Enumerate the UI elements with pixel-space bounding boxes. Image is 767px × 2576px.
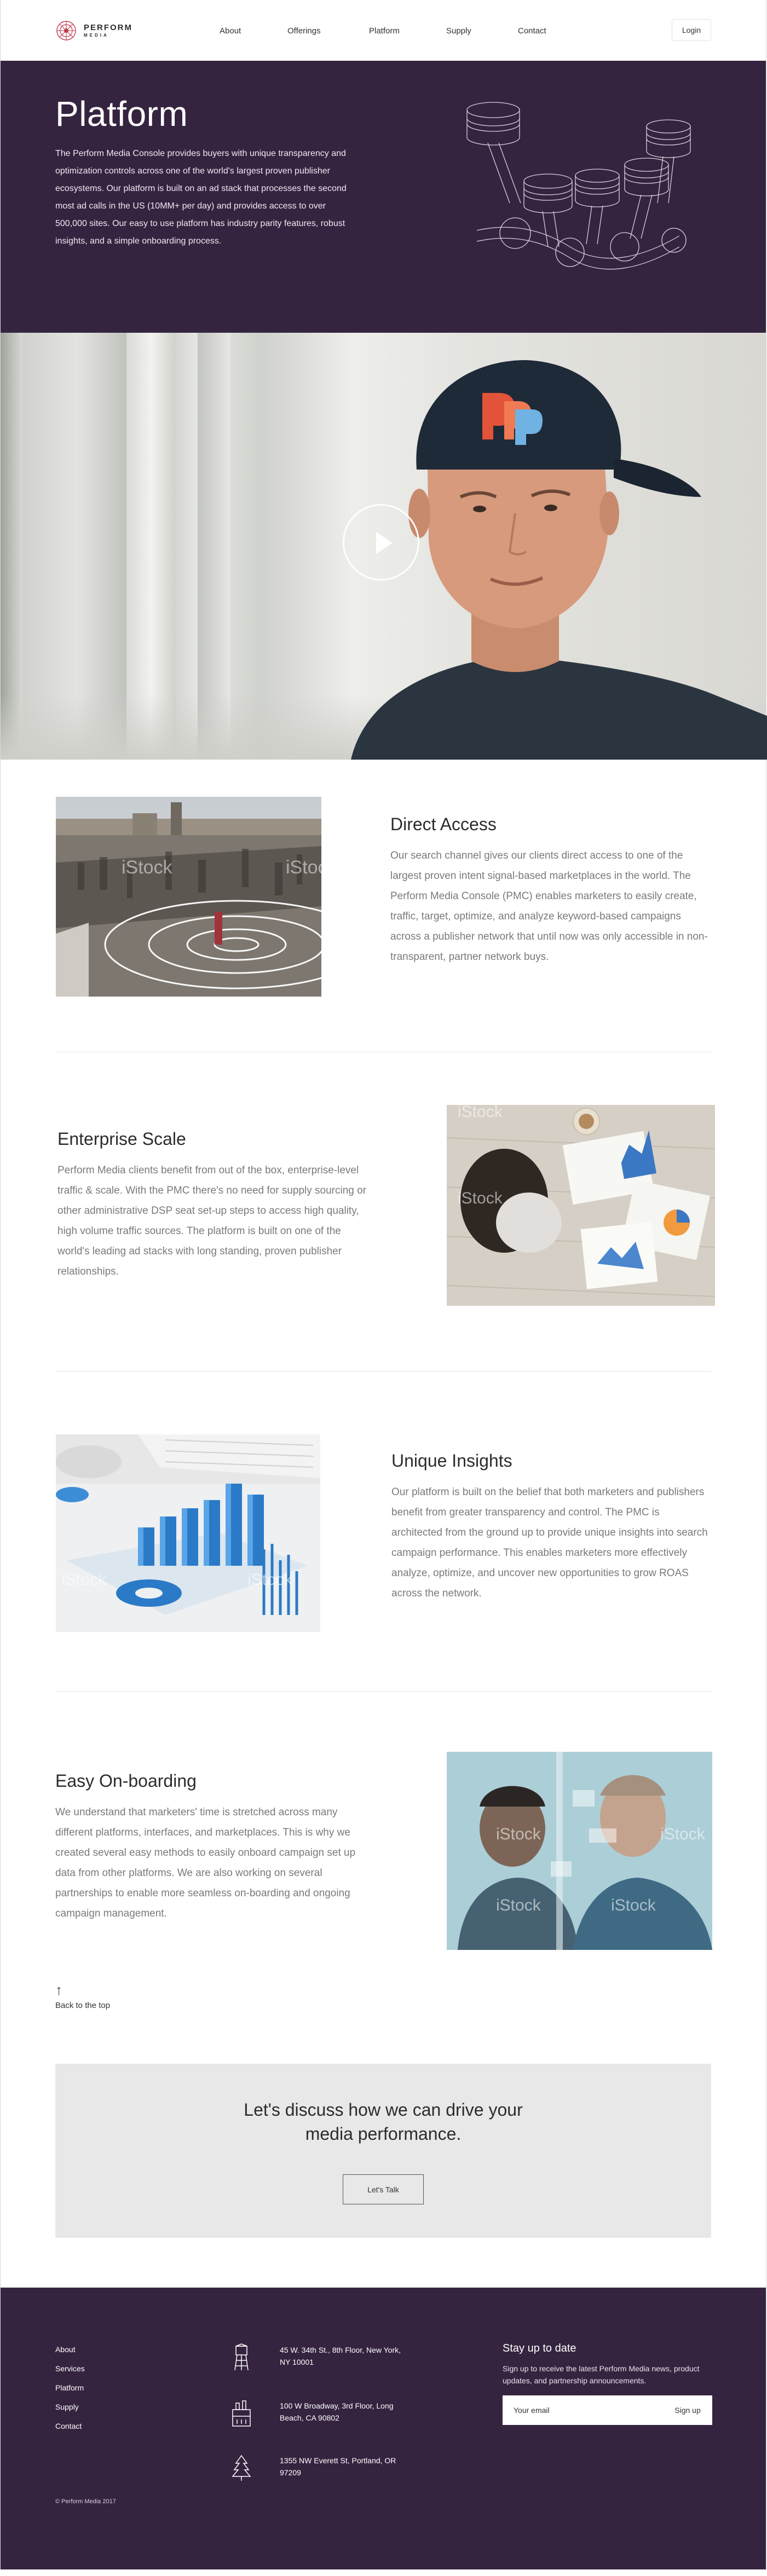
pine-tree-icon	[230, 2455, 252, 2482]
logo-subtitle: MEDIA	[84, 32, 109, 38]
footer-link-about[interactable]: About	[55, 2345, 76, 2354]
svg-text:iStock: iStock	[247, 1571, 292, 1589]
svg-text:iStock: iStock	[61, 1571, 106, 1589]
newsletter-title: Stay up to date	[503, 2342, 576, 2354]
signup-button[interactable]: Sign up	[663, 2395, 712, 2425]
footer-link-supply[interactable]: Supply	[55, 2403, 79, 2411]
section-title: Unique Insights	[391, 1451, 512, 1471]
nav-platform[interactable]: Platform	[369, 26, 400, 36]
footer-link-contact[interactable]: Contact	[55, 2422, 82, 2430]
unique-insights-image	[56, 1434, 320, 1632]
footer-link-services[interactable]: Services	[55, 2364, 85, 2373]
water-tower-icon	[230, 2344, 252, 2371]
nav-contact[interactable]: Contact	[518, 26, 546, 36]
crowd-bridge-photo	[56, 797, 337, 997]
cta-banner	[55, 2064, 711, 2238]
login-button[interactable]: Login	[672, 19, 711, 41]
footer-nav	[55, 2345, 85, 2441]
address-text: 45 W. 34th St., 8th Floor, New York, NY 10001	[280, 2346, 401, 2366]
team-glass-board-photo	[447, 1752, 712, 1950]
video-player[interactable]	[1, 333, 766, 760]
section-title: Direct Access	[390, 814, 497, 834]
site-footer	[1, 2288, 766, 2569]
footer-link-platform[interactable]: Platform	[55, 2383, 84, 2392]
section-title: Easy On-boarding	[55, 1771, 197, 1791]
svg-text:iStock: iStock	[496, 1896, 541, 1914]
site-header	[1, 0, 766, 61]
nav-about[interactable]: About	[220, 26, 241, 36]
svg-text:iStock: iStock	[458, 1189, 503, 1207]
svg-text:iStock: iStock	[496, 1825, 541, 1843]
logo-wordmark: PERFORM	[84, 22, 132, 32]
newsletter-description: Sign up to receive the latest Perform Media news, product updates, and partnership announcements.	[503, 2364, 700, 2385]
address-text: 100 W Broadway, 3rd Floor, Long Beach, CA 90802	[280, 2401, 394, 2422]
desk-charts-photo	[447, 1105, 715, 1306]
logo[interactable]	[55, 20, 220, 42]
svg-text:iStock: iStock	[286, 857, 337, 878]
direct-access-image	[56, 797, 337, 997]
copyright: © Perform Media 2017	[55, 2498, 116, 2505]
perform-logo-icon	[55, 20, 77, 42]
easy-onboarding-image	[447, 1752, 712, 1950]
hero-section	[1, 61, 766, 333]
section-body: Our search channel gives our clients direct access to one of the largest proven intent signal-based marketplaces in the world. The Perform Media Console (PMC) enables marketers to easily create, traffic, target, optimize, and analyze keyword-based campaigns across a publisher network that until now was only accessible in non-transparent, partner network buys.	[390, 850, 708, 963]
section-body: We understand that marketers' time is stretched across many different platforms, interfaces, and marketplaces. This is why we created several easy methods to easily onboard campaign set up data from other platforms. We are also working on several partnerships to enable more seamless on-boarding and ongoing campaign management.	[55, 1807, 356, 1919]
page-title: Platform	[55, 94, 188, 134]
industrial-building-icon	[230, 2400, 252, 2427]
section-direct-access	[1, 760, 766, 1052]
lets-talk-button[interactable]: Let's Talk	[343, 2174, 424, 2204]
3d-bar-chart-photo	[56, 1434, 320, 1632]
svg-text:iStock: iStock	[122, 857, 172, 878]
hero-description: The Perform Media Console provides buyers with unique transparency and optimization controls across one of the world's largest proven publisher ecosystems. Our platform is built on an ad stack that processes the second most ad calls in the US (10MM+ per day) and provides access to over 500,000 sites. Our easy to use platform has industry parity features, robust insights, and a simple onboarding process.	[55, 149, 347, 246]
section-title: Enterprise Scale	[57, 1129, 186, 1149]
back-to-top-label: Back to the top	[55, 2001, 111, 2010]
section-body: Perform Media clients benefit from out of the box, enterprise-level traffic & scale. With the PMC there's no need for supply sourcing or other administrative DSP seat set-up steps to access high quality, high volume traffic sources. The platform is built on one of the world's leading ad stacks with long standing, proven publisher relationships.	[57, 1165, 367, 1277]
nav-offerings[interactable]: Offerings	[287, 26, 321, 36]
section-easy-onboarding	[1, 1692, 766, 2064]
newsletter-form	[503, 2395, 712, 2425]
arrow-up-icon: ↑	[55, 1982, 62, 1998]
section-unique-insights	[1, 1371, 766, 1692]
section-body: Our platform is built on the belief that both marketers and publishers benefit from greater transparency and control. The PMC is architected from the ground up to provide unique insights into search campaign performance. This enables marketers more effectively analyze, optimize, and uncover new opportunities to grow ROAS across the network.	[391, 1486, 708, 1599]
newsletter-signup	[503, 2342, 712, 2425]
nav-supply[interactable]: Supply	[446, 26, 471, 36]
engine-pistons-illustration	[460, 94, 701, 274]
svg-text:iStock: iStock	[660, 1825, 705, 1843]
enterprise-scale-image	[447, 1105, 715, 1306]
cta-title: Let's discuss how we can drive your media performance.	[244, 2100, 523, 2144]
svg-text:iStock: iStock	[611, 1896, 656, 1914]
address-text: 1355 NW Everett St, Portland, OR 97209	[280, 2456, 396, 2477]
email-input[interactable]	[503, 2395, 663, 2425]
section-enterprise-scale	[1, 1052, 766, 1371]
back-to-top-link[interactable]	[55, 1983, 110, 2010]
svg-text:iStock: iStock	[458, 1103, 503, 1121]
play-button[interactable]	[343, 504, 419, 581]
